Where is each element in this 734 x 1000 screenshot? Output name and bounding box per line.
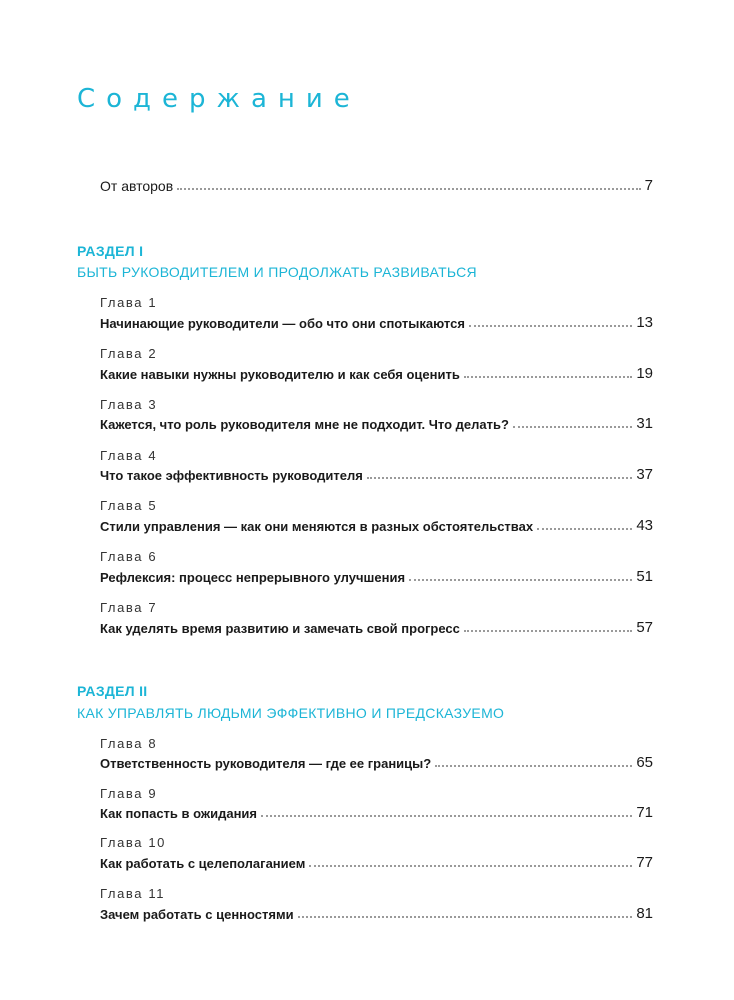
chapter-label: Глава 1: [100, 295, 158, 310]
section-label: РАЗДЕЛ II: [77, 683, 148, 699]
toc-entry-chapter-10[interactable]: [100, 854, 653, 871]
toc-entry-title: Рефлексия: процесс непрерывного улучшения: [100, 570, 406, 585]
dot-leader: [464, 629, 632, 632]
toc-entry-title: Зачем работать с ценностями: [100, 907, 294, 922]
chapter-label: Глава 2: [100, 346, 158, 361]
toc-page-number: 51: [636, 568, 653, 585]
toc-entry-intro[interactable]: [100, 177, 653, 194]
dot-leader: [513, 425, 632, 428]
toc-page-number: 81: [636, 905, 653, 922]
dot-leader: [464, 375, 632, 378]
toc-page-number: 43: [636, 517, 653, 534]
toc-entry-title: Как попасть в ожидания: [100, 806, 258, 821]
toc-entry-title: Стили управления — как они меняются в разных обстоятельствах: [100, 519, 534, 534]
toc-entry-chapter-1[interactable]: [100, 314, 653, 331]
chapter-label: Глава 9: [100, 786, 158, 801]
toc-entry-chapter-5[interactable]: [100, 517, 653, 534]
section-title: БЫТЬ РУКОВОДИТЕЛЕМ И ПРОДОЛЖАТЬ РАЗВИВАТЬСЯ: [77, 264, 477, 280]
dot-leader: [367, 476, 633, 479]
toc-title: Содержание: [77, 84, 361, 114]
toc-page-number: 19: [636, 365, 653, 382]
chapter-label: Глава 5: [100, 498, 158, 513]
toc-entry-title: Какие навыки нужны руководителю и как себя оценить: [100, 367, 460, 382]
chapter-label: Глава 11: [100, 886, 166, 901]
chapter-label: Глава 8: [100, 736, 158, 751]
chapter-label: Глава 3: [100, 397, 158, 412]
toc-entry-title: Как работать с целеполаганием: [100, 856, 306, 871]
chapter-label: Глава 4: [100, 448, 158, 463]
toc-entry-chapter-6[interactable]: [100, 568, 653, 585]
toc-page-number: 57: [636, 619, 653, 636]
toc-entry-title: Ответственность руководителя — где ее границы?: [100, 756, 432, 771]
dot-leader: [537, 527, 632, 530]
dot-leader: [298, 915, 633, 918]
toc-entry-title: Что такое эффективность руководителя: [100, 468, 363, 483]
section-title: КАК УПРАВЛЯТЬ ЛЮДЬМИ ЭФФЕКТИВНО И ПРЕДСКАЗУЕМО: [77, 705, 505, 721]
toc-page-number: 77: [636, 854, 653, 871]
toc-entry-chapter-2[interactable]: [100, 365, 653, 382]
chapter-label: Глава 10: [100, 835, 166, 850]
toc-page-number: 65: [636, 754, 653, 771]
dot-leader: [409, 578, 632, 581]
toc-entry-title: Кажется, что роль руководителя мне не подходит. Что делать?: [100, 417, 509, 432]
toc-entry-chapter-7[interactable]: [100, 619, 653, 636]
chapter-label: Глава 6: [100, 549, 158, 564]
toc-page-number: 13: [636, 314, 653, 331]
toc-entry-chapter-3[interactable]: [100, 415, 653, 432]
section-label: РАЗДЕЛ I: [77, 243, 144, 259]
dot-leader: [435, 764, 632, 767]
toc-entry-title: Как уделять время развитию и замечать свой прогресс: [100, 621, 460, 636]
toc-entry-title: Начинающие руководители — обо что они спотыкаются: [100, 316, 465, 331]
toc-entry-chapter-11[interactable]: [100, 905, 653, 922]
toc-entry-chapter-4[interactable]: [100, 466, 653, 483]
dot-leader: [309, 864, 632, 867]
toc-page-number: 71: [636, 804, 653, 821]
toc-page-number: 37: [636, 466, 653, 483]
dot-leader: [261, 814, 632, 817]
toc-page-number: 7: [644, 177, 653, 194]
toc-entry-title: От авторов: [100, 178, 174, 194]
dot-leader: [177, 187, 640, 190]
toc-entry-chapter-9[interactable]: [100, 804, 653, 821]
toc-entry-chapter-8[interactable]: [100, 754, 653, 771]
chapter-label: Глава 7: [100, 600, 158, 615]
toc-page-number: 31: [636, 415, 653, 432]
dot-leader: [469, 324, 632, 327]
